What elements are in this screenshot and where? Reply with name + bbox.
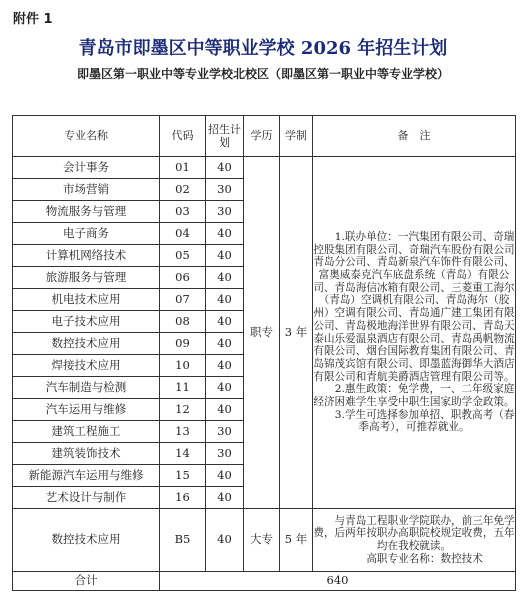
dazhuan-note-2: 高职专业名称：数控技术	[366, 552, 483, 565]
plan-count: 40	[206, 267, 244, 289]
plan-count: 40	[206, 465, 244, 487]
major-name: 电子商务	[13, 223, 160, 245]
plan-count: 40	[206, 333, 244, 355]
edu-level: 大专	[244, 509, 280, 572]
table-row-total	[13, 572, 516, 591]
remarks-note	[313, 157, 516, 509]
major-code: 06	[160, 267, 206, 289]
plan-count: 30	[206, 421, 244, 443]
major-name: 建筑工程施工	[13, 421, 160, 443]
major-name: 数控技术应用	[13, 509, 160, 572]
header-remarks: 备 注	[313, 116, 516, 157]
major-code: 15	[160, 465, 206, 487]
major-code: 14	[160, 443, 206, 465]
plan-count: 40	[206, 223, 244, 245]
dazhuan-note-1: 与青岛工程职业学院联办，前三年免学费，后两年按职办高职院校规定收费，五年均在我校就读。	[313, 514, 515, 552]
major-name: 数控技术应用	[13, 333, 160, 355]
edu-level: 职专	[244, 157, 280, 509]
plan-count: 40	[206, 509, 244, 572]
total-label: 合计	[13, 572, 160, 591]
major-code: 07	[160, 289, 206, 311]
major-code: 04	[160, 223, 206, 245]
document-title: 青岛市即墨区中等职业学校 2026 年招生计划	[78, 38, 448, 59]
total-value: 640	[160, 572, 516, 591]
plan-count: 40	[206, 355, 244, 377]
remarks-note-1: 1.联办单位：一汽集团有限公司、奇瑞控股集团有限公司、奇瑞汽车股份有限公司青岛分公司、青岛新泉汽车饰件有限公司、富奥威泰克汽车底盘系统（青岛）有限公司、青岛海信冰箱有限公司、三菱重工海尔（青岛）空调机有限公司、青岛海尔（胶州）空调有限公司、青岛通广建工集团有限公司、青岛极地海洋世界有限公司、青岛天泰山乐爱温泉酒店有限公司、青岛禹帆物流有限公司、烟台国际教育集团有限公司、青岛锦茂宾馆有限公司、即墨蓝海御华大酒店有限公司和青航美爵酒店管理有限公司等。	[313, 230, 515, 383]
major-name: 焊接技术应用	[13, 355, 160, 377]
major-name: 计算机网络技术	[13, 245, 160, 267]
major-name: 电子技术应用	[13, 311, 160, 333]
major-code: 09	[160, 333, 206, 355]
major-name: 汽车运用与维修	[13, 399, 160, 421]
major-name: 机电技术应用	[13, 289, 160, 311]
major-code: 16	[160, 487, 206, 509]
major-code: 08	[160, 311, 206, 333]
major-code: 13	[160, 421, 206, 443]
plan-count: 40	[206, 289, 244, 311]
header-plan: 招生计划	[206, 116, 244, 157]
plan-count: 30	[206, 179, 244, 201]
major-code: 02	[160, 179, 206, 201]
major-name: 旅游服务与管理	[13, 267, 160, 289]
table-row-dazhuan	[13, 509, 516, 572]
header-major: 专业名称	[13, 116, 160, 157]
plan-count: 40	[206, 245, 244, 267]
remarks-note-dazhuan	[313, 509, 516, 572]
plan-count: 30	[206, 201, 244, 223]
plan-count: 40	[206, 377, 244, 399]
header-edu: 学历	[244, 116, 280, 157]
remarks-note-2: 2.惠生政策：免学费，一、二年级家庭经济困难学生享受中职生国家助学金政策。	[313, 383, 515, 409]
years: 5 年	[280, 509, 313, 572]
major-name: 市场营销	[13, 179, 160, 201]
major-name: 物流服务与管理	[13, 201, 160, 223]
header-code: 代码	[160, 116, 206, 157]
major-name: 建筑装饰技术	[13, 443, 160, 465]
plan-count: 30	[206, 443, 244, 465]
attachment-label: 附件 1	[13, 12, 53, 27]
years: 3 年	[280, 157, 313, 509]
major-name: 艺术设计与制作	[13, 487, 160, 509]
table-row	[13, 157, 516, 179]
major-code: 11	[160, 377, 206, 399]
major-code: B5	[160, 509, 206, 572]
document-subtitle: 即墨区第一职业中等专业学校北校区（即墨区第一职业中等专业学校）	[76, 67, 449, 81]
major-code: 03	[160, 201, 206, 223]
major-code: 01	[160, 157, 206, 179]
header-years: 学制	[280, 116, 313, 157]
major-code: 10	[160, 355, 206, 377]
plan-count: 40	[206, 399, 244, 421]
remarks-note-3: 3.学生可选择参加单招、职教高考（春季高考），可推荐就业。	[334, 408, 515, 434]
table-header-row	[13, 116, 516, 157]
plan-count: 40	[206, 157, 244, 179]
major-code: 12	[160, 399, 206, 421]
plan-count: 40	[206, 311, 244, 333]
major-code: 05	[160, 245, 206, 267]
enrollment-plan-table	[12, 115, 516, 591]
plan-count: 40	[206, 487, 244, 509]
major-name: 汽车制造与检测	[13, 377, 160, 399]
major-name: 会计事务	[13, 157, 160, 179]
major-name: 新能源汽车运用与维修	[13, 465, 160, 487]
